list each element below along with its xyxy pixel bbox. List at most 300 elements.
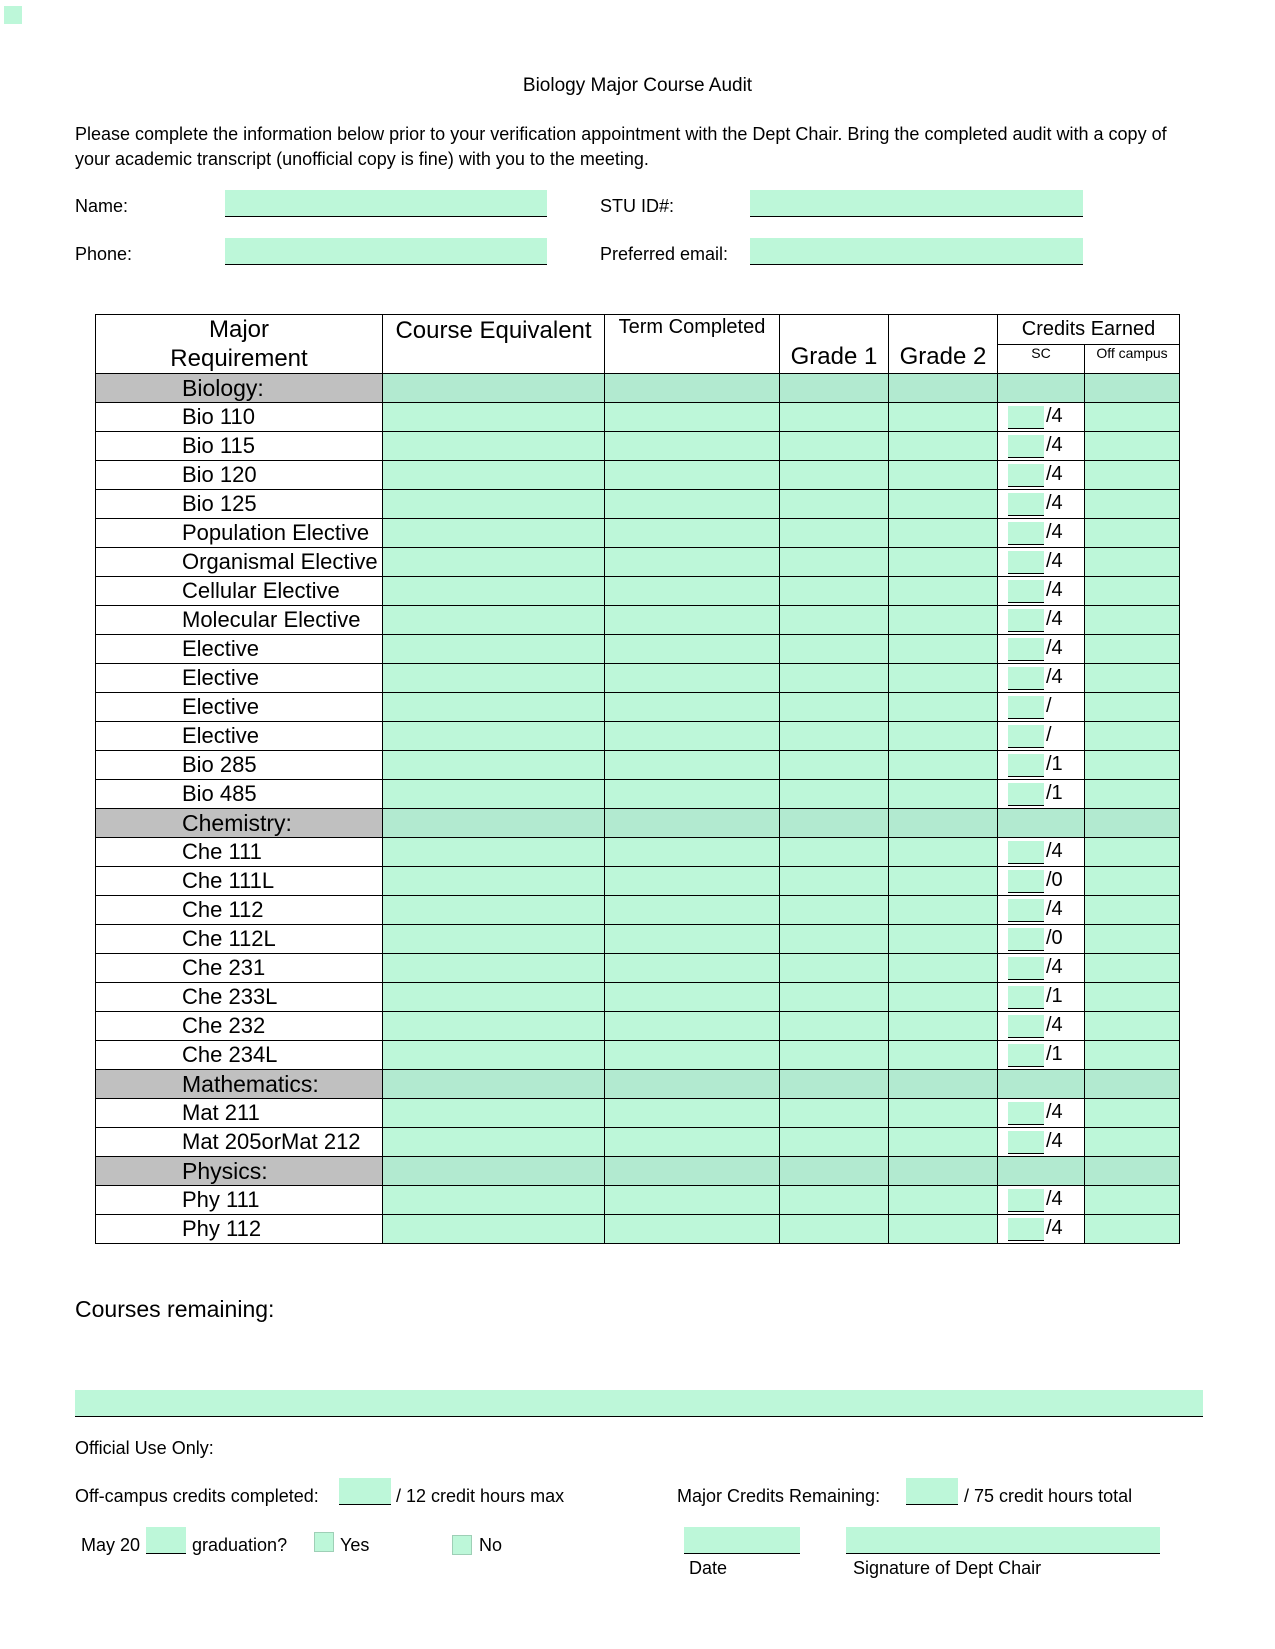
course-equivalent-field[interactable]: [383, 548, 605, 577]
course-equivalent-field[interactable]: [383, 635, 605, 664]
sc-credits-cell: [998, 1215, 1085, 1244]
sc-credits-field[interactable]: [1008, 783, 1044, 806]
course-equivalent-field[interactable]: [383, 722, 605, 751]
sc-credits-field[interactable]: [1008, 870, 1044, 893]
grade-1-field[interactable]: [780, 403, 889, 432]
sc-credits-cell: [998, 1012, 1085, 1041]
grade-1-field[interactable]: [780, 664, 889, 693]
term-completed-field: [605, 809, 780, 838]
sc-credits-field[interactable]: [1008, 1102, 1044, 1125]
term-completed-field[interactable]: [605, 1215, 780, 1244]
course-equivalent-field[interactable]: [383, 1215, 605, 1244]
grade-1-field[interactable]: [780, 1215, 889, 1244]
requirement-name: Bio 485: [96, 780, 383, 809]
grade-1-field[interactable]: [780, 867, 889, 896]
course-equivalent-field[interactable]: [383, 403, 605, 432]
term-completed-field[interactable]: [605, 1128, 780, 1157]
off-campus-credits-field[interactable]: [1085, 722, 1180, 751]
grade-1-field[interactable]: [780, 577, 889, 606]
term-completed-field: [605, 1157, 780, 1186]
course-row: [96, 1099, 1180, 1128]
sc-credits-field[interactable]: [1008, 1218, 1044, 1241]
sc-credits-field[interactable]: [1008, 928, 1044, 951]
sc-credits-max: /4: [1046, 608, 1063, 630]
header-major-requirement: [96, 315, 383, 374]
sc-credits-field[interactable]: [1008, 1044, 1044, 1067]
course-row: [96, 403, 1180, 432]
term-completed-field: [605, 374, 780, 403]
sc-credits-cell: [998, 577, 1085, 606]
sc-credits-field[interactable]: [1008, 522, 1044, 545]
off-campus-credits-field[interactable]: [1085, 838, 1180, 867]
sc-credits-cell: [998, 519, 1085, 548]
sc-credits-max: /4: [1046, 1014, 1063, 1036]
grade-1-field[interactable]: [780, 490, 889, 519]
sc-credits-field[interactable]: [1008, 725, 1044, 748]
sc-credits-max: /1: [1046, 1043, 1063, 1065]
header-course-equivalent: Course Equivalent: [383, 315, 605, 374]
sc-credits-cell: [998, 838, 1085, 867]
grade-1-field[interactable]: [780, 925, 889, 954]
sc-credits-field[interactable]: [1008, 493, 1044, 516]
grade-2-field[interactable]: [889, 722, 998, 751]
off-campus-credits-field[interactable]: [1085, 1041, 1180, 1070]
course-equivalent-field[interactable]: [383, 519, 605, 548]
sc-credits-cell: [998, 374, 1085, 403]
requirement-name: Che 111L: [96, 867, 383, 896]
courses-remaining-label: Courses remaining:: [75, 1296, 275, 1322]
requirement-name: Che 233L: [96, 983, 383, 1012]
sc-credits-field[interactable]: [1008, 551, 1044, 574]
sc-credits-cell: [998, 432, 1085, 461]
off-campus-credits-field[interactable]: [1085, 403, 1180, 432]
date-field[interactable]: [684, 1527, 800, 1554]
off-campus-credits-field[interactable]: [1085, 751, 1180, 780]
sc-credits-max: /4: [1046, 463, 1063, 485]
off-campus-credits-field[interactable]: [1085, 867, 1180, 896]
grade-2-field[interactable]: [889, 548, 998, 577]
course-equivalent-field[interactable]: [383, 925, 605, 954]
graduation-yes-checkbox[interactable]: [314, 1532, 334, 1552]
off-campus-credits-field[interactable]: [1085, 693, 1180, 722]
course-row: [96, 780, 1180, 809]
grade-1-field[interactable]: [780, 461, 889, 490]
offcampus-credits-label: Off-campus credits completed:: [75, 1486, 319, 1506]
sc-credits-cell: [998, 925, 1085, 954]
grade-2-field[interactable]: [889, 896, 998, 925]
off-campus-credits-field[interactable]: [1085, 925, 1180, 954]
off-campus-credits-field[interactable]: [1085, 519, 1180, 548]
term-completed-field[interactable]: [605, 838, 780, 867]
sc-credits-max: /4: [1046, 956, 1063, 978]
requirement-name: Bio 115: [96, 432, 383, 461]
grade-2-field[interactable]: [889, 780, 998, 809]
graduation-no-label: No: [479, 1535, 503, 1555]
grade-2-field[interactable]: [889, 403, 998, 432]
header-sc: SC: [998, 345, 1085, 374]
sc-credits-max: /4: [1046, 637, 1063, 659]
grade-2-field[interactable]: [889, 1041, 998, 1070]
term-completed-field[interactable]: [605, 751, 780, 780]
grade-2-field[interactable]: [889, 925, 998, 954]
grade-2-field[interactable]: [889, 461, 998, 490]
off-campus-credits-field[interactable]: [1085, 548, 1180, 577]
grade-1-field[interactable]: [780, 519, 889, 548]
grade-1-field[interactable]: [780, 635, 889, 664]
grade-1-field: [780, 374, 889, 403]
email-label: Preferred email:: [600, 244, 729, 264]
course-equivalent-field[interactable]: [383, 664, 605, 693]
sc-credits-cell: [998, 1041, 1085, 1070]
term-completed-field[interactable]: [605, 867, 780, 896]
sc-credits-field[interactable]: [1008, 957, 1044, 980]
off-campus-credits-field[interactable]: [1085, 1215, 1180, 1244]
sc-credits-max: /1: [1046, 782, 1063, 804]
term-completed-field[interactable]: [605, 432, 780, 461]
sc-credits-max: /4: [1046, 666, 1063, 688]
term-completed-field[interactable]: [605, 896, 780, 925]
requirement-name: Elective: [96, 635, 383, 664]
phone-field[interactable]: [225, 238, 547, 265]
grade-2-field[interactable]: [889, 635, 998, 664]
grade-1-field[interactable]: [780, 983, 889, 1012]
off-campus-credits-field[interactable]: [1085, 780, 1180, 809]
sc-credits-cell: [998, 1099, 1085, 1128]
course-equivalent-field[interactable]: [383, 751, 605, 780]
grade-1-field[interactable]: [780, 1099, 889, 1128]
term-completed-field[interactable]: [605, 664, 780, 693]
name-field[interactable]: [225, 190, 547, 217]
course-row: [96, 519, 1180, 548]
stu-id-field[interactable]: [750, 190, 1083, 217]
header-off-campus: Off campus: [1085, 345, 1180, 374]
grade-1-field[interactable]: [780, 751, 889, 780]
course-equivalent-field[interactable]: [383, 867, 605, 896]
sc-credits-field[interactable]: [1008, 609, 1044, 632]
grade-2-field[interactable]: [889, 954, 998, 983]
course-equivalent-field[interactable]: [383, 896, 605, 925]
grade-2-field[interactable]: [889, 1128, 998, 1157]
term-completed-field[interactable]: [605, 1099, 780, 1128]
sc-credits-cell: [998, 780, 1085, 809]
course-row: [96, 896, 1180, 925]
signature-field[interactable]: [846, 1527, 1160, 1554]
off-campus-credits-field[interactable]: [1085, 577, 1180, 606]
section-row: [96, 1070, 1180, 1099]
course-equivalent-field[interactable]: [383, 577, 605, 606]
course-equivalent-field[interactable]: [383, 780, 605, 809]
sc-credits-cell: [998, 896, 1085, 925]
grade-1-field[interactable]: [780, 548, 889, 577]
course-row: [96, 461, 1180, 490]
requirement-name: Bio 110: [96, 403, 383, 432]
header-major-line2: Requirement: [170, 345, 308, 372]
graduation-no-checkbox[interactable]: [452, 1535, 472, 1555]
course-row: [96, 867, 1180, 896]
grade-2-field[interactable]: [889, 1012, 998, 1041]
off-campus-credits-field: [1085, 1070, 1180, 1099]
term-completed-field: [605, 1070, 780, 1099]
off-campus-credits-field[interactable]: [1085, 635, 1180, 664]
term-completed-field[interactable]: [605, 461, 780, 490]
grade-2-field[interactable]: [889, 693, 998, 722]
course-equivalent-field[interactable]: [383, 490, 605, 519]
requirement-name: Bio 125: [96, 490, 383, 519]
section-row: [96, 1157, 1180, 1186]
sc-credits-max: /1: [1046, 985, 1063, 1007]
course-row: [96, 838, 1180, 867]
course-equivalent-field[interactable]: [383, 1012, 605, 1041]
sc-credits-cell: [998, 983, 1085, 1012]
course-row: [96, 1012, 1180, 1041]
grade-1-field: [780, 809, 889, 838]
course-row: [96, 635, 1180, 664]
stu-id-label: STU ID#:: [600, 196, 675, 216]
header-major-line1: Major: [208, 316, 269, 343]
grade-1-field: [780, 1157, 889, 1186]
course-row: [96, 1186, 1180, 1215]
grade-2-field[interactable]: [889, 1215, 998, 1244]
sc-credits-field[interactable]: [1008, 406, 1044, 429]
requirement-name: Bio 120: [96, 461, 383, 490]
grade-2-field[interactable]: [889, 867, 998, 896]
course-audit-table: [95, 314, 1180, 1244]
term-completed-field[interactable]: [605, 954, 780, 983]
course-row: [96, 1041, 1180, 1070]
sc-credits-field[interactable]: [1008, 1189, 1044, 1212]
sc-credits-max: /1: [1046, 753, 1063, 775]
off-campus-credits-field[interactable]: [1085, 490, 1180, 519]
course-row: [96, 577, 1180, 606]
header-grade-1: Grade 1: [780, 315, 889, 374]
grade-1-field[interactable]: [780, 896, 889, 925]
sc-credits-cell: [998, 693, 1085, 722]
course-row: [96, 432, 1180, 461]
sc-credits-field[interactable]: [1008, 696, 1044, 719]
sc-credits-cell: [998, 548, 1085, 577]
term-completed-field[interactable]: [605, 548, 780, 577]
requirement-name: Mat 211: [96, 1099, 383, 1128]
off-campus-credits-field[interactable]: [1085, 1012, 1180, 1041]
grade-1-field[interactable]: [780, 606, 889, 635]
sc-credits-cell: [998, 403, 1085, 432]
sc-credits-field[interactable]: [1008, 435, 1044, 458]
grade-2-field[interactable]: [889, 1099, 998, 1128]
sc-credits-max: /4: [1046, 492, 1063, 514]
course-row: [96, 983, 1180, 1012]
term-completed-field[interactable]: [605, 780, 780, 809]
offcampus-max-text: / 12 credit hours max: [396, 1486, 565, 1506]
sc-credits-max: /4: [1046, 840, 1063, 862]
term-completed-field[interactable]: [605, 925, 780, 954]
form-corner-marker: [4, 6, 22, 24]
sc-credits-field[interactable]: [1008, 1131, 1044, 1154]
course-row: [96, 1128, 1180, 1157]
course-equivalent-field: [383, 1157, 605, 1186]
sc-credits-field[interactable]: [1008, 754, 1044, 777]
grade-2-field[interactable]: [889, 490, 998, 519]
header-credits-earned: Credits Earned: [998, 315, 1180, 345]
graduation-yes-label: Yes: [340, 1535, 370, 1555]
grade-1-field[interactable]: [780, 1128, 889, 1157]
grade-1-field[interactable]: [780, 1012, 889, 1041]
grade-1-field[interactable]: [780, 693, 889, 722]
off-campus-credits-field[interactable]: [1085, 606, 1180, 635]
grade-2-field: [889, 1157, 998, 1186]
course-equivalent-field[interactable]: [383, 1099, 605, 1128]
course-equivalent-field: [383, 1070, 605, 1099]
grade-2-field[interactable]: [889, 983, 998, 1012]
off-campus-credits-field[interactable]: [1085, 432, 1180, 461]
course-row: [96, 664, 1180, 693]
course-equivalent-field: [383, 809, 605, 838]
grade-1-field[interactable]: [780, 838, 889, 867]
term-completed-field[interactable]: [605, 983, 780, 1012]
sc-credits-cell: [998, 722, 1085, 751]
section-heading: Biology:: [96, 374, 383, 403]
header-term-completed: Term Completed: [605, 315, 780, 374]
requirement-name: Elective: [96, 664, 383, 693]
off-campus-credits-field[interactable]: [1085, 896, 1180, 925]
term-completed-field[interactable]: [605, 403, 780, 432]
requirement-name: Che 112: [96, 896, 383, 925]
course-equivalent-field[interactable]: [383, 693, 605, 722]
grade-2-field: [889, 809, 998, 838]
requirement-name: Bio 285: [96, 751, 383, 780]
sc-credits-cell: [998, 1128, 1085, 1157]
course-equivalent-field[interactable]: [383, 1186, 605, 1215]
term-completed-field[interactable]: [605, 1012, 780, 1041]
off-campus-credits-field[interactable]: [1085, 1186, 1180, 1215]
sc-credits-field[interactable]: [1008, 1015, 1044, 1038]
off-campus-credits-field[interactable]: [1085, 983, 1180, 1012]
sc-credits-field[interactable]: [1008, 464, 1044, 487]
grade-1-field[interactable]: [780, 432, 889, 461]
course-row: [96, 490, 1180, 519]
grade-2-field[interactable]: [889, 519, 998, 548]
grade-2-field[interactable]: [889, 838, 998, 867]
instructions-text: Please complete the information below prior to your verification appointment with the Dept Chair. Bring the completed audit with a copy of your academic transcript (unofficial copy is fine) with you to the meeting.: [75, 124, 1167, 169]
major-credits-remaining-label: Major Credits Remaining:: [677, 1486, 881, 1506]
course-equivalent-field[interactable]: [383, 983, 605, 1012]
grade-2-field[interactable]: [889, 577, 998, 606]
email-field[interactable]: [750, 238, 1083, 265]
sc-credits-cell: [998, 809, 1085, 838]
course-equivalent-field[interactable]: [383, 954, 605, 983]
off-campus-credits-field[interactable]: [1085, 1099, 1180, 1128]
major-credits-remaining-field[interactable]: [906, 1478, 958, 1505]
course-equivalent-field[interactable]: [383, 838, 605, 867]
off-campus-credits-field: [1085, 809, 1180, 838]
sc-credits-max: /4: [1046, 579, 1063, 601]
section-heading: Physics:: [96, 1157, 383, 1186]
term-completed-field[interactable]: [605, 606, 780, 635]
sc-credits-field[interactable]: [1008, 638, 1044, 661]
sc-credits-field[interactable]: [1008, 841, 1044, 864]
term-completed-field[interactable]: [605, 490, 780, 519]
off-campus-credits-field[interactable]: [1085, 1128, 1180, 1157]
grade-1-field[interactable]: [780, 780, 889, 809]
off-campus-credits-field[interactable]: [1085, 461, 1180, 490]
off-campus-credits-field[interactable]: [1085, 954, 1180, 983]
grade-1-field[interactable]: [780, 1041, 889, 1070]
term-completed-field[interactable]: [605, 519, 780, 548]
sc-credits-field[interactable]: [1008, 667, 1044, 690]
grade-2-field[interactable]: [889, 664, 998, 693]
course-row: [96, 548, 1180, 577]
official-use-label: Official Use Only:: [75, 1438, 214, 1458]
date-label: Date: [689, 1558, 728, 1578]
sc-credits-max: /4: [1046, 1101, 1063, 1123]
requirement-name: Molecular Elective: [96, 606, 383, 635]
grade-2-field: [889, 1070, 998, 1099]
grade-2-field[interactable]: [889, 1186, 998, 1215]
course-row: [96, 925, 1180, 954]
grade-1-field[interactable]: [780, 722, 889, 751]
requirement-name: Phy 112: [96, 1215, 383, 1244]
name-label: Name:: [75, 196, 129, 216]
grade-2-field[interactable]: [889, 432, 998, 461]
graduation-prefix: May 20: [81, 1535, 141, 1555]
course-equivalent-field[interactable]: [383, 1128, 605, 1157]
sc-credits-field[interactable]: [1008, 986, 1044, 1009]
course-equivalent-field[interactable]: [383, 432, 605, 461]
course-row: [96, 722, 1180, 751]
grade-1-field[interactable]: [780, 954, 889, 983]
grade-2-field[interactable]: [889, 606, 998, 635]
sc-credits-max: /4: [1046, 1188, 1063, 1210]
sc-credits-field[interactable]: [1008, 899, 1044, 922]
sc-credits-max: /4: [1046, 550, 1063, 572]
header-grade-2: Grade 2: [889, 315, 998, 374]
sc-credits-cell: [998, 954, 1085, 983]
course-equivalent-field[interactable]: [383, 1041, 605, 1070]
sc-credits-cell: [998, 490, 1085, 519]
requirement-name: Che 111: [96, 838, 383, 867]
requirement-name: Population Elective: [96, 519, 383, 548]
courses-remaining-field[interactable]: [75, 1390, 1203, 1417]
offcampus-credits-field[interactable]: [339, 1478, 391, 1505]
graduation-year-field[interactable]: [146, 1527, 186, 1554]
term-completed-field[interactable]: [605, 577, 780, 606]
phone-label: Phone:: [75, 244, 133, 264]
requirement-name: Elective: [96, 693, 383, 722]
course-equivalent-field[interactable]: [383, 461, 605, 490]
sc-credits-max: /4: [1046, 405, 1063, 427]
course-row: [96, 606, 1180, 635]
graduation-suffix: graduation?: [192, 1535, 288, 1555]
sc-credits-max: /4: [1046, 898, 1063, 920]
off-campus-credits-field[interactable]: [1085, 664, 1180, 693]
term-completed-field[interactable]: [605, 1041, 780, 1070]
term-completed-field[interactable]: [605, 722, 780, 751]
term-completed-field[interactable]: [605, 635, 780, 664]
term-completed-field[interactable]: [605, 693, 780, 722]
sc-credits-cell: [998, 1070, 1085, 1099]
signature-label: Signature of Dept Chair: [853, 1558, 1042, 1578]
sc-credits-field[interactable]: [1008, 580, 1044, 603]
major-total-text: / 75 credit hours total: [964, 1486, 1133, 1506]
grade-2-field[interactable]: [889, 751, 998, 780]
requirement-name: Che 232: [96, 1012, 383, 1041]
sc-credits-cell: [998, 867, 1085, 896]
sc-credits-max: /0: [1046, 927, 1063, 949]
course-row: [96, 693, 1180, 722]
grade-1-field[interactable]: [780, 1186, 889, 1215]
term-completed-field[interactable]: [605, 1186, 780, 1215]
course-equivalent-field[interactable]: [383, 606, 605, 635]
sc-credits-max: /: [1046, 724, 1052, 746]
